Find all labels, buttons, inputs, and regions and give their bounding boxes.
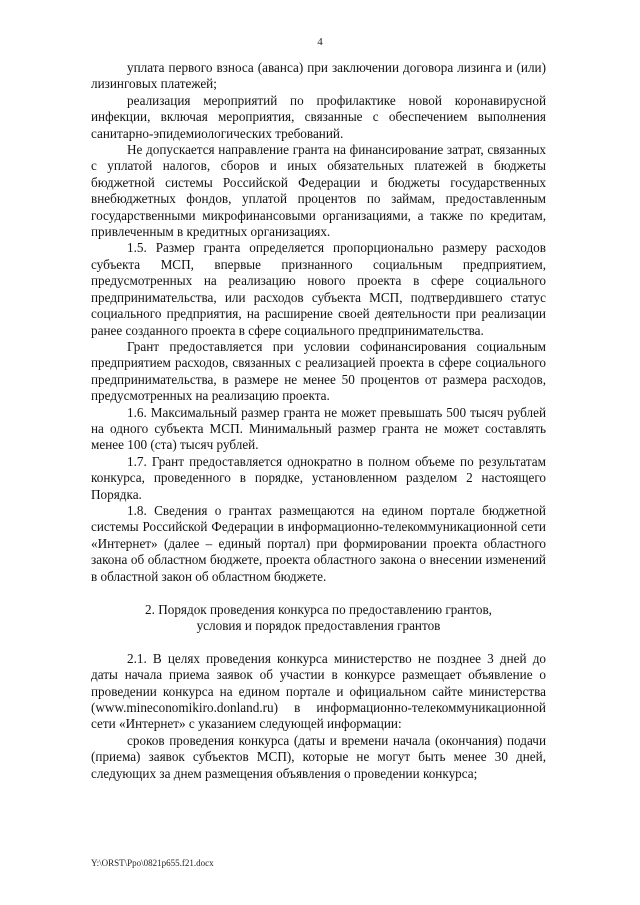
paragraph-lease-payment: уплата первого взноса (аванса) при заключении договора лизинга и (или) лизинговых платежей;	[91, 60, 546, 92]
paragraph-1-5-grant-size: 1.5. Размер гранта определяется пропорционально размеру расходов субъекта МСП, впервые признанного социальным предприятием, предусмотренных на реализацию нового проекта в сфере социального предпринимательства, или расходов субъекта МСП, подтвердившего статус социального предприятия, на расширение своей деятельности при реализации ранее созданного проекта в сфере социального предпринимательства.	[91, 240, 546, 338]
section-2-heading-line1: 2. Порядок проведения конкурса по предоставлению грантов,	[145, 602, 492, 617]
section-2-heading-line2: условия и порядок предоставления грантов	[196, 618, 441, 634]
paragraph-2-1-announcement: 2.1. В целях проведения конкурса министерство не позднее 3 дней до даты начала приема заявок об участии в конкурсе размещает объявление о проведении конкурса на едином портале и официальном сайте министерства (www.mineconomikiro.donland.ru) в информационно-телекоммуникационной сети «Интернет» с указанием следующей информации:	[91, 650, 546, 732]
paragraph-1-8-grant-info: 1.8. Сведения о грантах размещаются на едином портале бюджетной системы Российской Федерации в информационно-телекоммуникационной сети «Интернет» (далее – единый портал) при формировании проекта областного закона об областном бюджете, проекта областного закона о внесении изменений в областной закон об областном бюджете.	[91, 502, 546, 584]
paragraph-1-6-max-grant: 1.6. Максимальный размер гранта не может превышать 500 тысяч рублей на одного субъекта МСП. Минимальный размер гранта не может составлять менее 100 (ста) тысяч рублей.	[91, 404, 546, 453]
paragraph-prohibited-costs: Не допускается направление гранта на финансирование затрат, связанных с уплатой налогов, сборов и иных обязательных платежей в бюджеты бюджетной системы Российской Федерации и бюджеты государственных внебюджетных фондов, уплатой процентов по займам, предоставленным государственными микрофинансовыми организациями, а также по кредитам, привлеченным в кредитных организациях.	[91, 142, 546, 240]
paragraph-1-7-one-time-grant: 1.7. Грант предоставляется однократно в полном объеме по результатам конкурса, проведенного в порядке, установленном разделом 2 настоящего Порядка.	[91, 453, 546, 502]
footer-file-path: Y:\ORST\Ppo\0821p655.f21.docx	[91, 858, 214, 868]
page-number: 4	[317, 36, 323, 48]
paragraph-cofinancing: Грант предоставляется при условии софинансирования социальным предприятием расходов, связанных с реализацией проекта в сфере социального предпринимательства, в размере не менее 50 процентов от размера расходов, предусмотренных на реализацию проекта.	[91, 338, 546, 404]
paragraph-application-deadlines: сроков проведения конкурса (даты и времени начала (окончания) подачи (приема) заявок субъектов МСП), которые не могут быть менее 30 дней, следующих за днем размещения объявления о проведении конкурса;	[91, 732, 546, 781]
document-body	[91, 60, 546, 782]
paragraph-covid-measures: реализация мероприятий по профилактике новой коронавирусной инфекции, включая мероприятия, связанные с обеспечением выполнения санитарно-эпидемиологических требований.	[91, 92, 546, 141]
section-2-heading	[91, 602, 546, 635]
